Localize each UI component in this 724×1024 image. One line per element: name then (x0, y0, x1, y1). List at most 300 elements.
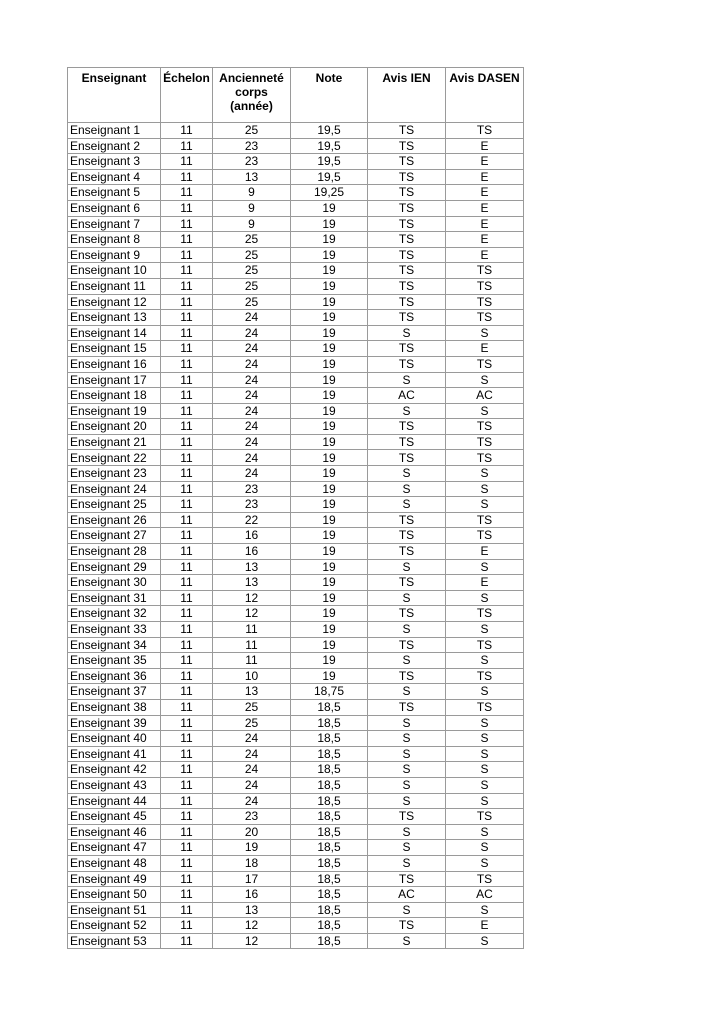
table-row (68, 138, 524, 154)
table-row (68, 918, 524, 934)
cell-anciennete: 16 (213, 528, 291, 544)
cell-note: 19 (291, 388, 368, 404)
cell-avis-dasen: TS (446, 699, 524, 715)
cell-enseignant: Enseignant 1 (68, 123, 161, 139)
cell-avis-dasen: E (446, 544, 524, 560)
cell-note: 18,5 (291, 918, 368, 934)
cell-echelon: 11 (161, 247, 213, 263)
cell-avis-ien: S (368, 855, 446, 871)
cell-enseignant: Enseignant 36 (68, 668, 161, 684)
table-row (68, 559, 524, 575)
cell-avis-dasen: S (446, 325, 524, 341)
table-row (68, 310, 524, 326)
cell-avis-dasen: TS (446, 637, 524, 653)
cell-avis-dasen: S (446, 559, 524, 575)
cell-avis-ien: TS (368, 918, 446, 934)
cell-echelon: 11 (161, 403, 213, 419)
cell-enseignant: Enseignant 32 (68, 606, 161, 622)
cell-avis-ien: AC (368, 388, 446, 404)
cell-anciennete: 25 (213, 294, 291, 310)
cell-anciennete: 16 (213, 887, 291, 903)
cell-avis-dasen: TS (446, 528, 524, 544)
cell-note: 19 (291, 325, 368, 341)
cell-echelon: 11 (161, 887, 213, 903)
cell-echelon: 11 (161, 777, 213, 793)
table-row (68, 637, 524, 653)
cell-enseignant: Enseignant 20 (68, 419, 161, 435)
cell-avis-ien: TS (368, 138, 446, 154)
cell-note: 19 (291, 419, 368, 435)
table-row (68, 403, 524, 419)
cell-enseignant: Enseignant 8 (68, 232, 161, 248)
cell-anciennete: 23 (213, 809, 291, 825)
cell-anciennete: 12 (213, 918, 291, 934)
cell-note: 19 (291, 434, 368, 450)
cell-avis-ien: S (368, 902, 446, 918)
table-row (68, 497, 524, 513)
cell-avis-dasen: E (446, 232, 524, 248)
cell-note: 19 (291, 653, 368, 669)
cell-avis-ien: TS (368, 356, 446, 372)
table-row (68, 575, 524, 591)
table-row (68, 824, 524, 840)
cell-enseignant: Enseignant 18 (68, 388, 161, 404)
cell-anciennete: 9 (213, 200, 291, 216)
cell-enseignant: Enseignant 45 (68, 809, 161, 825)
cell-enseignant: Enseignant 31 (68, 590, 161, 606)
cell-avis-dasen: E (446, 918, 524, 934)
cell-note: 18,5 (291, 887, 368, 903)
header-enseignant: Enseignant (68, 68, 161, 123)
cell-anciennete: 12 (213, 606, 291, 622)
cell-enseignant: Enseignant 46 (68, 824, 161, 840)
cell-avis-dasen: TS (446, 434, 524, 450)
cell-echelon: 11 (161, 746, 213, 762)
cell-anciennete: 12 (213, 590, 291, 606)
table-row (68, 793, 524, 809)
cell-avis-ien: S (368, 840, 446, 856)
table-row (68, 294, 524, 310)
cell-avis-dasen: S (446, 731, 524, 747)
table-row (68, 855, 524, 871)
cell-echelon: 11 (161, 653, 213, 669)
cell-avis-ien: TS (368, 637, 446, 653)
table-row (68, 372, 524, 388)
cell-anciennete: 24 (213, 356, 291, 372)
cell-note: 19 (291, 200, 368, 216)
cell-avis-ien: TS (368, 575, 446, 591)
cell-note: 18,75 (291, 684, 368, 700)
cell-anciennete: 16 (213, 544, 291, 560)
cell-avis-ien: S (368, 731, 446, 747)
cell-echelon: 11 (161, 450, 213, 466)
table-row (68, 419, 524, 435)
table-row (68, 341, 524, 357)
table-row (68, 247, 524, 263)
cell-echelon: 11 (161, 497, 213, 513)
cell-anciennete: 25 (213, 715, 291, 731)
table-row (68, 278, 524, 294)
table-row (68, 450, 524, 466)
cell-avis-ien: TS (368, 278, 446, 294)
cell-enseignant: Enseignant 49 (68, 871, 161, 887)
cell-enseignant: Enseignant 2 (68, 138, 161, 154)
table-row (68, 512, 524, 528)
cell-anciennete: 11 (213, 622, 291, 638)
cell-avis-dasen: TS (446, 123, 524, 139)
cell-echelon: 11 (161, 637, 213, 653)
table-row (68, 388, 524, 404)
cell-enseignant: Enseignant 23 (68, 466, 161, 482)
cell-enseignant: Enseignant 37 (68, 684, 161, 700)
table-row (68, 684, 524, 700)
cell-note: 19 (291, 403, 368, 419)
cell-avis-dasen: S (446, 403, 524, 419)
cell-avis-dasen: S (446, 855, 524, 871)
cell-note: 18,5 (291, 824, 368, 840)
cell-avis-ien: TS (368, 434, 446, 450)
table-row (68, 777, 524, 793)
cell-avis-dasen: TS (446, 606, 524, 622)
cell-avis-ien: TS (368, 169, 446, 185)
cell-avis-ien: S (368, 590, 446, 606)
cell-echelon: 11 (161, 668, 213, 684)
cell-avis-dasen: S (446, 933, 524, 949)
cell-avis-ien: TS (368, 871, 446, 887)
cell-anciennete: 25 (213, 278, 291, 294)
cell-echelon: 11 (161, 902, 213, 918)
cell-anciennete: 18 (213, 855, 291, 871)
cell-avis-ien: TS (368, 154, 446, 170)
cell-echelon: 11 (161, 793, 213, 809)
cell-note: 19 (291, 590, 368, 606)
cell-avis-ien: S (368, 824, 446, 840)
cell-note: 18,5 (291, 902, 368, 918)
cell-avis-ien: TS (368, 232, 446, 248)
cell-anciennete: 24 (213, 731, 291, 747)
cell-anciennete: 24 (213, 310, 291, 326)
cell-note: 19 (291, 575, 368, 591)
cell-avis-ien: S (368, 466, 446, 482)
cell-avis-ien: S (368, 481, 446, 497)
cell-anciennete: 9 (213, 185, 291, 201)
cell-avis-ien: S (368, 746, 446, 762)
cell-echelon: 11 (161, 528, 213, 544)
cell-anciennete: 23 (213, 154, 291, 170)
cell-enseignant: Enseignant 39 (68, 715, 161, 731)
cell-avis-ien: S (368, 777, 446, 793)
cell-note: 19 (291, 310, 368, 326)
cell-avis-dasen: S (446, 466, 524, 482)
cell-echelon: 11 (161, 325, 213, 341)
cell-enseignant: Enseignant 19 (68, 403, 161, 419)
cell-avis-ien: TS (368, 809, 446, 825)
cell-avis-dasen: TS (446, 419, 524, 435)
cell-avis-dasen: TS (446, 809, 524, 825)
table-row (68, 185, 524, 201)
cell-note: 19 (291, 481, 368, 497)
cell-avis-ien: TS (368, 450, 446, 466)
cell-echelon: 11 (161, 388, 213, 404)
table-row (68, 356, 524, 372)
cell-enseignant: Enseignant 33 (68, 622, 161, 638)
cell-avis-ien: TS (368, 341, 446, 357)
cell-echelon: 11 (161, 434, 213, 450)
cell-avis-ien: S (368, 933, 446, 949)
cell-avis-dasen: S (446, 793, 524, 809)
cell-echelon: 11 (161, 341, 213, 357)
cell-enseignant: Enseignant 11 (68, 278, 161, 294)
cell-avis-ien: S (368, 762, 446, 778)
cell-enseignant: Enseignant 27 (68, 528, 161, 544)
cell-enseignant: Enseignant 44 (68, 793, 161, 809)
cell-note: 19 (291, 668, 368, 684)
cell-note: 19 (291, 356, 368, 372)
cell-note: 18,5 (291, 731, 368, 747)
cell-enseignant: Enseignant 41 (68, 746, 161, 762)
cell-avis-dasen: S (446, 840, 524, 856)
cell-anciennete: 24 (213, 419, 291, 435)
cell-anciennete: 20 (213, 824, 291, 840)
cell-note: 18,5 (291, 715, 368, 731)
cell-note: 19,5 (291, 123, 368, 139)
table-row (68, 123, 524, 139)
cell-avis-dasen: S (446, 372, 524, 388)
cell-anciennete: 25 (213, 263, 291, 279)
cell-avis-ien: TS (368, 247, 446, 263)
cell-enseignant: Enseignant 29 (68, 559, 161, 575)
cell-avis-dasen: E (446, 154, 524, 170)
cell-enseignant: Enseignant 17 (68, 372, 161, 388)
table-row (68, 809, 524, 825)
cell-avis-dasen: S (446, 481, 524, 497)
cell-echelon: 11 (161, 559, 213, 575)
table-row (68, 200, 524, 216)
cell-enseignant: Enseignant 3 (68, 154, 161, 170)
cell-avis-dasen: TS (446, 278, 524, 294)
cell-enseignant: Enseignant 52 (68, 918, 161, 934)
cell-echelon: 11 (161, 544, 213, 560)
cell-avis-ien: S (368, 793, 446, 809)
cell-enseignant: Enseignant 4 (68, 169, 161, 185)
cell-avis-dasen: S (446, 653, 524, 669)
cell-avis-dasen: S (446, 824, 524, 840)
cell-anciennete: 11 (213, 637, 291, 653)
cell-avis-ien: TS (368, 294, 446, 310)
cell-anciennete: 24 (213, 403, 291, 419)
cell-echelon: 11 (161, 466, 213, 482)
cell-avis-ien: TS (368, 512, 446, 528)
cell-avis-ien: TS (368, 699, 446, 715)
cell-enseignant: Enseignant 24 (68, 481, 161, 497)
cell-echelon: 11 (161, 200, 213, 216)
cell-note: 19 (291, 622, 368, 638)
cell-enseignant: Enseignant 30 (68, 575, 161, 591)
cell-avis-dasen: E (446, 575, 524, 591)
cell-avis-dasen: AC (446, 887, 524, 903)
cell-echelon: 11 (161, 154, 213, 170)
cell-enseignant: Enseignant 15 (68, 341, 161, 357)
cell-note: 19 (291, 512, 368, 528)
cell-avis-ien: TS (368, 200, 446, 216)
cell-anciennete: 24 (213, 325, 291, 341)
cell-anciennete: 9 (213, 216, 291, 232)
cell-anciennete: 24 (213, 434, 291, 450)
cell-note: 19 (291, 637, 368, 653)
table-row (68, 746, 524, 762)
cell-enseignant: Enseignant 13 (68, 310, 161, 326)
cell-avis-ien: S (368, 497, 446, 513)
cell-avis-dasen: S (446, 715, 524, 731)
cell-avis-dasen: S (446, 746, 524, 762)
cell-echelon: 11 (161, 278, 213, 294)
header-row (68, 68, 524, 123)
cell-echelon: 11 (161, 123, 213, 139)
cell-avis-ien: S (368, 715, 446, 731)
cell-avis-dasen: E (446, 247, 524, 263)
cell-note: 19 (291, 559, 368, 575)
cell-note: 19,5 (291, 138, 368, 154)
cell-avis-ien: TS (368, 668, 446, 684)
cell-echelon: 11 (161, 232, 213, 248)
cell-enseignant: Enseignant 43 (68, 777, 161, 793)
cell-avis-ien: TS (368, 528, 446, 544)
cell-enseignant: Enseignant 16 (68, 356, 161, 372)
cell-note: 18,5 (291, 793, 368, 809)
cell-enseignant: Enseignant 10 (68, 263, 161, 279)
cell-enseignant: Enseignant 38 (68, 699, 161, 715)
cell-note: 19,5 (291, 154, 368, 170)
cell-anciennete: 23 (213, 497, 291, 513)
cell-note: 19 (291, 606, 368, 622)
header-avis-ien: Avis IEN (368, 68, 446, 123)
cell-anciennete: 24 (213, 388, 291, 404)
header-avis-dasen: Avis DASEN (446, 68, 524, 123)
cell-avis-ien: S (368, 559, 446, 575)
cell-echelon: 11 (161, 606, 213, 622)
cell-avis-ien: TS (368, 419, 446, 435)
cell-echelon: 11 (161, 871, 213, 887)
cell-avis-dasen: TS (446, 668, 524, 684)
cell-note: 19 (291, 294, 368, 310)
cell-note: 19 (291, 247, 368, 263)
table-row (68, 606, 524, 622)
cell-note: 19,5 (291, 169, 368, 185)
cell-anciennete: 24 (213, 372, 291, 388)
cell-anciennete: 12 (213, 933, 291, 949)
cell-avis-ien: S (368, 372, 446, 388)
table-row (68, 762, 524, 778)
cell-echelon: 11 (161, 481, 213, 497)
cell-avis-dasen: S (446, 590, 524, 606)
cell-echelon: 11 (161, 185, 213, 201)
cell-echelon: 11 (161, 356, 213, 372)
cell-anciennete: 25 (213, 232, 291, 248)
cell-echelon: 11 (161, 310, 213, 326)
cell-avis-ien: TS (368, 263, 446, 279)
cell-avis-ien: S (368, 403, 446, 419)
table-row (68, 887, 524, 903)
cell-note: 19 (291, 216, 368, 232)
table-body (68, 123, 524, 949)
cell-echelon: 11 (161, 840, 213, 856)
cell-note: 19 (291, 263, 368, 279)
header-note: Note (291, 68, 368, 123)
cell-enseignant: Enseignant 9 (68, 247, 161, 263)
table-row (68, 871, 524, 887)
cell-note: 18,5 (291, 809, 368, 825)
cell-echelon: 11 (161, 918, 213, 934)
table-row (68, 232, 524, 248)
cell-anciennete: 13 (213, 575, 291, 591)
cell-anciennete: 24 (213, 341, 291, 357)
cell-avis-ien: S (368, 325, 446, 341)
cell-avis-ien: TS (368, 185, 446, 201)
cell-enseignant: Enseignant 25 (68, 497, 161, 513)
header-anciennete: Ancienneté corps (année) (213, 68, 291, 123)
table-row (68, 715, 524, 731)
table-row (68, 731, 524, 747)
cell-anciennete: 24 (213, 450, 291, 466)
cell-avis-dasen: TS (446, 512, 524, 528)
cell-anciennete: 25 (213, 123, 291, 139)
cell-anciennete: 25 (213, 699, 291, 715)
cell-note: 18,5 (291, 855, 368, 871)
cell-anciennete: 23 (213, 138, 291, 154)
cell-anciennete: 13 (213, 902, 291, 918)
table-row (68, 653, 524, 669)
cell-avis-ien: S (368, 622, 446, 638)
cell-anciennete: 11 (213, 653, 291, 669)
cell-echelon: 11 (161, 419, 213, 435)
table-row (68, 544, 524, 560)
cell-note: 18,5 (291, 762, 368, 778)
cell-avis-ien: TS (368, 123, 446, 139)
cell-avis-dasen: TS (446, 263, 524, 279)
table-row (68, 169, 524, 185)
teachers-table (67, 67, 524, 949)
cell-note: 19 (291, 528, 368, 544)
table-row (68, 481, 524, 497)
cell-enseignant: Enseignant 35 (68, 653, 161, 669)
cell-echelon: 11 (161, 762, 213, 778)
cell-echelon: 11 (161, 622, 213, 638)
table-row (68, 466, 524, 482)
cell-enseignant: Enseignant 12 (68, 294, 161, 310)
table-row (68, 590, 524, 606)
cell-echelon: 11 (161, 216, 213, 232)
cell-enseignant: Enseignant 5 (68, 185, 161, 201)
cell-avis-ien: S (368, 653, 446, 669)
cell-echelon: 11 (161, 575, 213, 591)
cell-anciennete: 23 (213, 481, 291, 497)
cell-avis-dasen: S (446, 684, 524, 700)
cell-note: 19 (291, 466, 368, 482)
cell-enseignant: Enseignant 14 (68, 325, 161, 341)
cell-anciennete: 25 (213, 247, 291, 263)
cell-anciennete: 24 (213, 793, 291, 809)
cell-avis-dasen: AC (446, 388, 524, 404)
cell-anciennete: 13 (213, 559, 291, 575)
cell-note: 19 (291, 372, 368, 388)
table-row (68, 216, 524, 232)
cell-avis-dasen: E (446, 138, 524, 154)
cell-enseignant: Enseignant 53 (68, 933, 161, 949)
cell-anciennete: 17 (213, 871, 291, 887)
table-row (68, 699, 524, 715)
cell-enseignant: Enseignant 7 (68, 216, 161, 232)
table-row (68, 902, 524, 918)
